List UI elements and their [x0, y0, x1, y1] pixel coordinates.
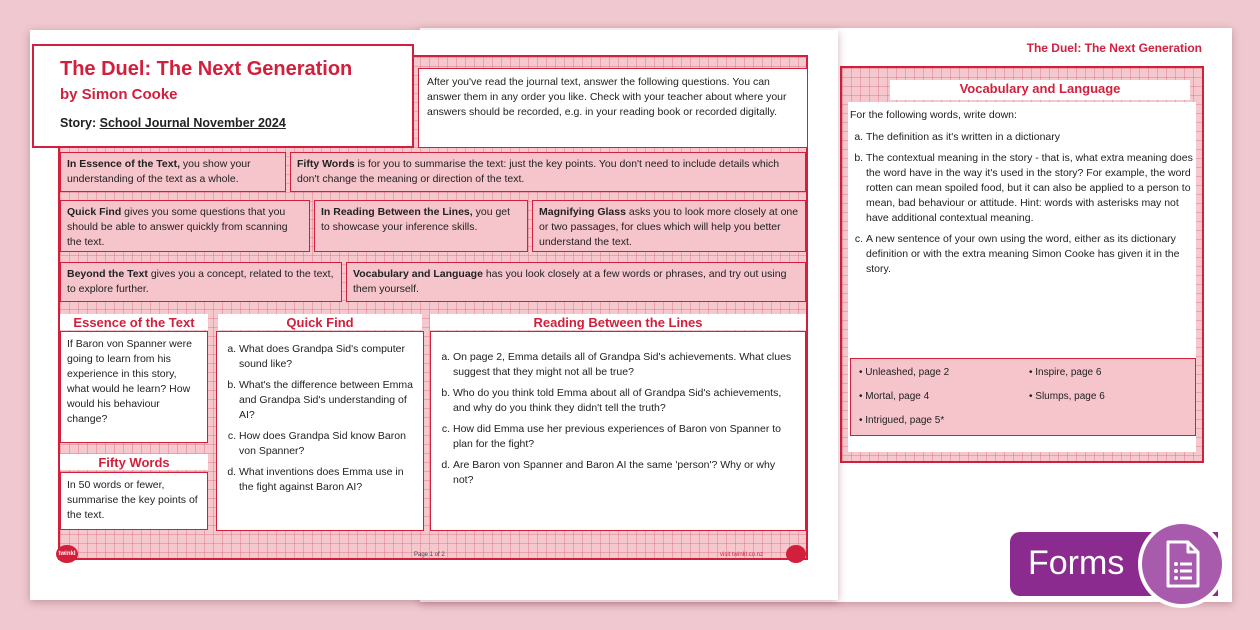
- fifty-words-heading: Fifty Words: [98, 455, 170, 470]
- quick-find-questions: [216, 331, 424, 531]
- word-item: • Intrigued, page 5*: [859, 415, 945, 426]
- twinkl-logo: twinkl: [56, 545, 78, 563]
- vocabulary-instructions: [850, 130, 1200, 283]
- footer-url: visit twinkl.co.nz: [720, 552, 764, 558]
- form-document-icon[interactable]: [1138, 520, 1226, 608]
- vocabulary-panel: [840, 66, 1204, 463]
- list-item: a. What does Grandpa Sid's computer sound like?: [239, 342, 417, 372]
- list-item: c. How does Grandpa Sid know Baron von Spanner?: [239, 429, 417, 459]
- story-line: [60, 116, 286, 130]
- word-item: • Inspire, page 6: [1029, 367, 1102, 378]
- page-number: Page 1 of 2: [414, 552, 445, 558]
- essence-question: If Baron von Spanner were going to learn from his experience in this story, what would he learn? How would his behaviour change?: [60, 331, 208, 443]
- title-block: [32, 44, 414, 148]
- word-item: • Mortal, page 4: [859, 391, 930, 402]
- word-list: [850, 358, 1196, 436]
- list-item: a. On page 2, Emma details all of Grandpa Sid's achievements. What clues suggest that they might not all be true?: [453, 350, 797, 380]
- vocabulary-description: Vocabulary and Language has you look closely at a few words or phrases, and try out using them yourself.: [346, 262, 806, 302]
- list-item: d. Are Baron von Spanner and Baron AI the same 'person'? Why or why not?: [453, 458, 797, 488]
- list-item: d. What inventions does Emma use in the fight against Baron AI?: [239, 465, 417, 495]
- story-source: School Journal November 2024: [99, 116, 286, 130]
- list-item: c. A new sentence of your own using the word, either as its dictionary definition or with the extra meaning Simon Cooke has given it in the story.: [866, 232, 1200, 277]
- word-item: • Slumps, page 6: [1029, 391, 1105, 402]
- instructions-box: [418, 68, 808, 148]
- worksheet-page-1: [30, 30, 838, 600]
- word-item: • Unleashed, page 2: [859, 367, 950, 378]
- worksheet-title: The Duel: The Next Generation: [60, 58, 353, 80]
- magnifying-glass-description: Magnifying Glass asks you to look more closely at one or two passages, for clues which will help you better understand the text.: [532, 200, 806, 252]
- vocabulary-intro: For the following words, write down:: [850, 109, 1017, 121]
- list-item: b. The contextual meaning in the story - that is, what extra meaning does the word have in the way it's used in the story? For example, the word rotten can mean spoiled food, but it can also be applied to a person to mean, bad behaviour or attitude. Hint: words with asterisks may not have additional contextual meaning.: [866, 151, 1200, 226]
- fifty-words-question: In 50 words or fewer, summarise the key points of the text.: [60, 472, 208, 530]
- fifty-words-description: Fifty Words is for you to summarise the text: just the key points. You don't need to include details which don't change the meaning or direction of the text.: [290, 152, 806, 192]
- list-item: a. The definition as it's written in a dictionary: [866, 130, 1200, 145]
- author: by Simon Cooke: [60, 86, 178, 103]
- instructions-text: After you've read the journal text, answer the following questions. You can answer them in any order you like. Check with your teacher about where your answers should be recorded, e.g. in your reading book or recorded digitally.: [427, 76, 787, 118]
- forms-label: Forms: [1028, 544, 1125, 582]
- running-title: The Duel: The Next Generation: [1026, 41, 1202, 55]
- reading-between-heading: Reading Between the Lines: [533, 315, 703, 330]
- essence-description: In Essence of the Text, you show your understanding of the text as a whole.: [60, 152, 286, 192]
- essence-heading: Essence of the Text: [73, 315, 195, 330]
- twinkl-small-logo: [786, 545, 806, 563]
- reading-between-description: In Reading Between the Lines, you get to showcase your inference skills.: [314, 200, 528, 252]
- vocabulary-heading: Vocabulary and Language: [959, 81, 1121, 96]
- quick-find-description: Quick Find gives you some questions that you should be able to answer quickly from scanning the text.: [60, 200, 310, 252]
- beyond-text-description: Beyond the Text gives you a concept, related to the text, to explore further.: [60, 262, 342, 302]
- quick-find-heading: Quick Find: [286, 315, 354, 330]
- list-item: c. How did Emma use her previous experiences of Baron von Spanner to plan for the fight?: [453, 422, 797, 452]
- story-label: Story:: [60, 116, 97, 130]
- reading-between-questions: [430, 331, 806, 531]
- list-item: b. What's the difference between Emma and Grandpa Sid's understanding of AI?: [239, 378, 417, 423]
- list-item: b. Who do you think told Emma about all of Grandpa Sid's achievements, and why do you think they didn't tell the truth?: [453, 386, 797, 416]
